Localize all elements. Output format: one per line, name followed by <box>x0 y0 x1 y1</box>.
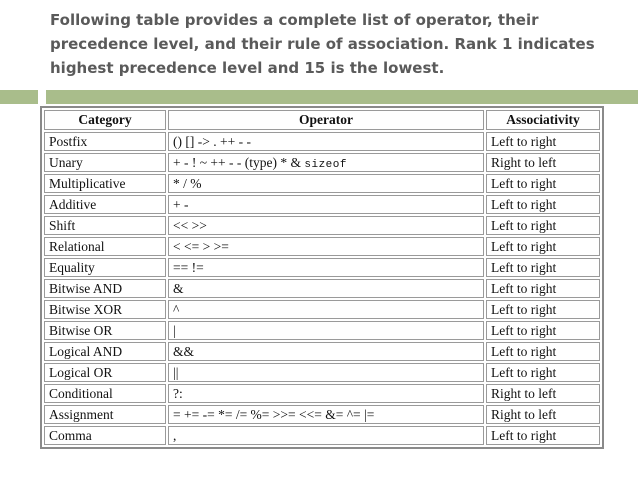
cell-associativity: Left to right <box>486 258 600 277</box>
cell-category: Bitwise AND <box>44 279 166 298</box>
table-row <box>44 174 600 193</box>
operator-text: < <= > >= <box>173 238 229 254</box>
table-row <box>44 321 600 340</box>
cell-associativity: Left to right <box>486 363 600 382</box>
cell-associativity: Left to right <box>486 174 600 193</box>
cell-operator <box>168 321 484 340</box>
cell-associativity: Right to left <box>486 405 600 424</box>
table-row <box>44 405 600 424</box>
operator-text: | <box>173 322 176 338</box>
table-row <box>44 132 600 151</box>
table-row <box>44 363 600 382</box>
cell-associativity: Left to right <box>486 342 600 361</box>
cell-category: Logical AND <box>44 342 166 361</box>
operator-text: ^ <box>173 301 180 317</box>
cell-category: Relational <box>44 237 166 256</box>
cell-associativity: Left to right <box>486 300 600 319</box>
table-row <box>44 153 600 172</box>
operator-text: && <box>173 343 195 359</box>
accent-band-right <box>46 90 638 104</box>
cell-associativity: Left to right <box>486 216 600 235</box>
table-body <box>44 132 600 445</box>
operator-text: ?: <box>173 385 183 401</box>
cell-operator <box>168 216 484 235</box>
intro-line: precedence level, and their rule of association. Rank 1 indicates <box>50 35 595 53</box>
cell-operator <box>168 426 484 445</box>
cell-category: Conditional <box>44 384 166 403</box>
operator-keyword: sizeof <box>304 158 347 171</box>
cell-operator <box>168 300 484 319</box>
table-row <box>44 300 600 319</box>
operator-text: () [] -> . ++ - - <box>173 133 251 149</box>
cell-operator <box>168 384 484 403</box>
table-row <box>44 279 600 298</box>
intro-text <box>50 8 610 80</box>
cell-category: Unary <box>44 153 166 172</box>
cell-operator <box>168 279 484 298</box>
cell-category: Postfix <box>44 132 166 151</box>
cell-category: Shift <box>44 216 166 235</box>
operator-text: + - <box>173 196 189 212</box>
cell-associativity: Left to right <box>486 132 600 151</box>
cell-associativity: Left to right <box>486 195 600 214</box>
cell-associativity: Right to left <box>486 153 600 172</box>
cell-category: Additive <box>44 195 166 214</box>
cell-associativity: Right to left <box>486 384 600 403</box>
operator-text: * / % <box>173 175 202 191</box>
cell-category: Assignment <box>44 405 166 424</box>
cell-operator <box>168 195 484 214</box>
table-row <box>44 216 600 235</box>
operator-text: || <box>173 364 179 380</box>
table-row <box>44 195 600 214</box>
cell-category: Comma <box>44 426 166 445</box>
cell-category: Bitwise XOR <box>44 300 166 319</box>
cell-associativity: Left to right <box>486 321 600 340</box>
cell-category: Bitwise OR <box>44 321 166 340</box>
intro-line: Following table provides a complete list of operator, their <box>50 11 539 29</box>
table-row <box>44 258 600 277</box>
cell-associativity: Left to right <box>486 426 600 445</box>
cell-operator <box>168 153 484 172</box>
cell-operator <box>168 342 484 361</box>
intro-line: highest precedence level and 15 is the lowest. <box>50 59 445 77</box>
operator-precedence-table <box>40 106 604 449</box>
cell-operator <box>168 258 484 277</box>
cell-operator <box>168 132 484 151</box>
table-row <box>44 384 600 403</box>
table-header-row <box>44 110 600 130</box>
operator-text: , <box>173 427 177 443</box>
table-row <box>44 237 600 256</box>
cell-category: Logical OR <box>44 363 166 382</box>
cell-operator <box>168 363 484 382</box>
cell-associativity: Left to right <box>486 237 600 256</box>
table-row <box>44 342 600 361</box>
header-operator: Operator <box>168 110 484 130</box>
cell-category: Equality <box>44 258 166 277</box>
cell-operator <box>168 174 484 193</box>
accent-band-left <box>0 90 38 104</box>
cell-operator <box>168 405 484 424</box>
operator-text: & <box>173 280 184 296</box>
cell-category: Multiplicative <box>44 174 166 193</box>
cell-associativity: Left to right <box>486 279 600 298</box>
operator-text: + - ! ~ ++ - - (type) * & <box>173 154 301 170</box>
table-row <box>44 426 600 445</box>
operator-text: = += -= *= /= %= >>= <<= &= ^= |= <box>173 406 375 422</box>
header-category: Category <box>44 110 166 130</box>
header-associativity: Associativity <box>486 110 600 130</box>
operator-text: << >> <box>173 217 207 233</box>
operator-text: == != <box>173 259 204 275</box>
cell-operator <box>168 237 484 256</box>
